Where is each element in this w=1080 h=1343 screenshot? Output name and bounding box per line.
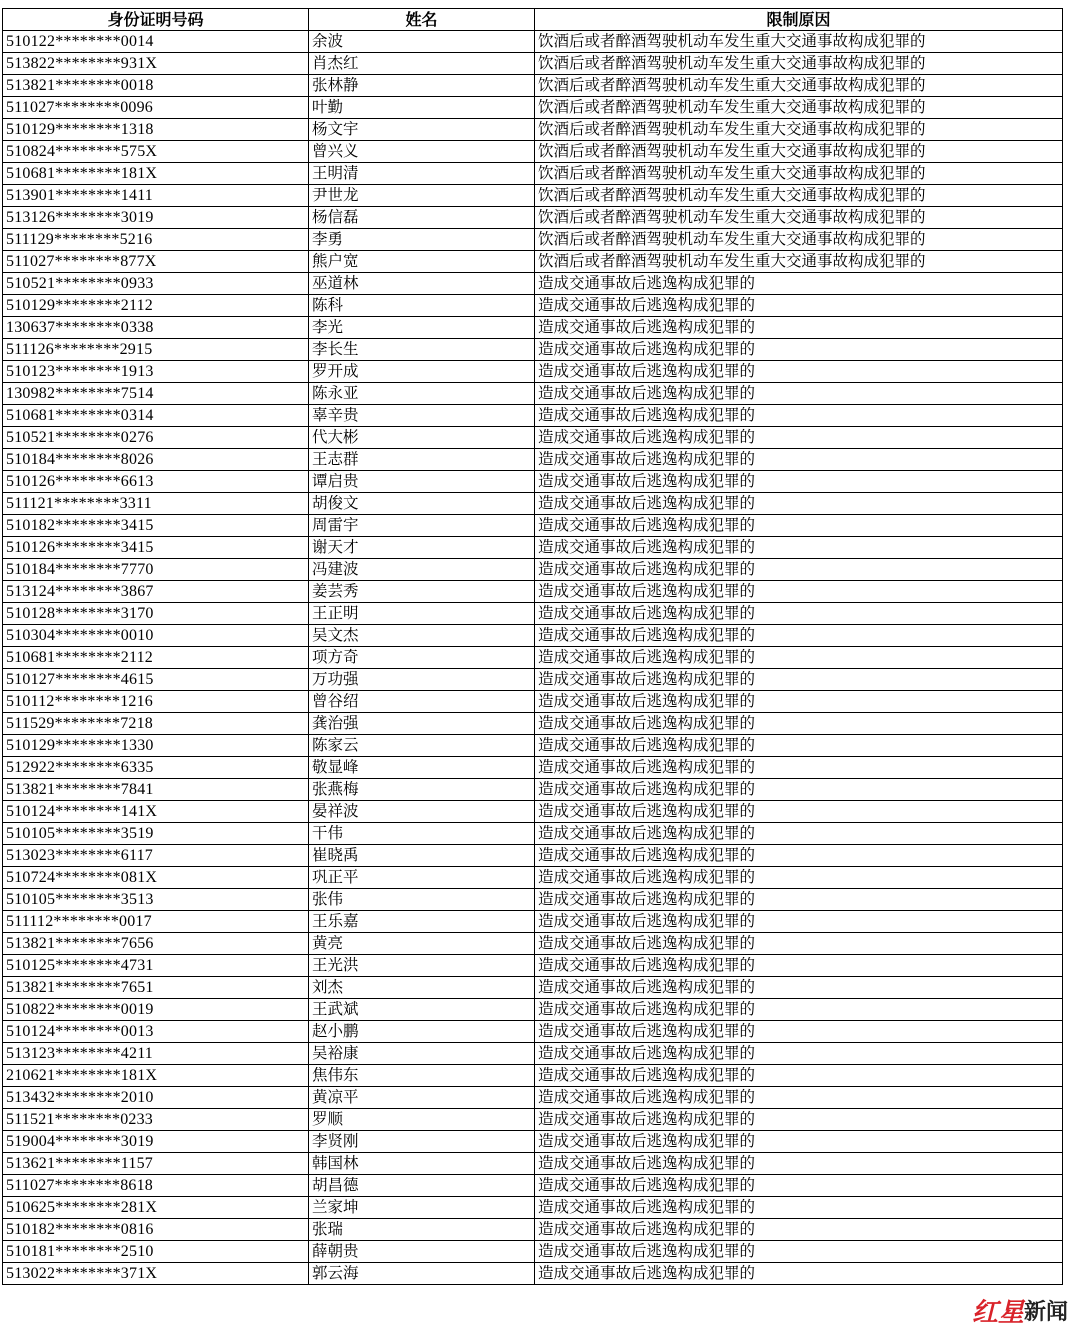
name-cell: 王明清 [309, 163, 535, 185]
reason-cell: 饮酒后或者醉酒驾驶机动车发生重大交通事故构成犯罪的 [535, 163, 1063, 185]
id-number-cell: 519004********3019 [3, 1131, 309, 1153]
name-cell: 巩正平 [309, 867, 535, 889]
id-number-cell: 510724********081X [3, 867, 309, 889]
id-number-cell: 130637********0338 [3, 317, 309, 339]
id-number-cell: 510123********1913 [3, 361, 309, 383]
table-row [3, 1021, 1063, 1043]
reason-cell: 造成交通事故后逃逸构成犯罪的 [535, 1065, 1063, 1087]
reason-cell: 造成交通事故后逃逸构成犯罪的 [535, 867, 1063, 889]
id-number-cell: 510125********4731 [3, 955, 309, 977]
table-row [3, 163, 1063, 185]
id-number-cell: 510681********0314 [3, 405, 309, 427]
name-cell: 周雷宇 [309, 515, 535, 537]
table-row [3, 1197, 1063, 1219]
reason-cell: 饮酒后或者醉酒驾驶机动车发生重大交通事故构成犯罪的 [535, 53, 1063, 75]
reason-cell: 造成交通事故后逃逸构成犯罪的 [535, 889, 1063, 911]
id-number-cell: 510122********0014 [3, 31, 309, 53]
name-cell: 尹世龙 [309, 185, 535, 207]
table-row [3, 1175, 1063, 1197]
table-row [3, 273, 1063, 295]
name-cell: 熊户宽 [309, 251, 535, 273]
table-row [3, 229, 1063, 251]
name-cell: 冯建波 [309, 559, 535, 581]
id-number-cell: 513124********3867 [3, 581, 309, 603]
name-cell: 张瑞 [309, 1219, 535, 1241]
id-number-cell: 510182********3415 [3, 515, 309, 537]
id-number-cell: 513821********7651 [3, 977, 309, 999]
reason-cell: 造成交通事故后逃逸构成犯罪的 [535, 405, 1063, 427]
reason-cell: 饮酒后或者醉酒驾驶机动车发生重大交通事故构成犯罪的 [535, 207, 1063, 229]
table-row [3, 867, 1063, 889]
name-cell: 李长生 [309, 339, 535, 361]
table-row [3, 427, 1063, 449]
name-cell: 干伟 [309, 823, 535, 845]
name-cell: 王武斌 [309, 999, 535, 1021]
table-row [3, 889, 1063, 911]
table-row [3, 317, 1063, 339]
id-number-cell: 511121********3311 [3, 493, 309, 515]
table-row [3, 1219, 1063, 1241]
name-cell: 万功强 [309, 669, 535, 691]
reason-cell: 造成交通事故后逃逸构成犯罪的 [535, 669, 1063, 691]
name-cell: 焦伟东 [309, 1065, 535, 1087]
reason-cell: 饮酒后或者醉酒驾驶机动车发生重大交通事故构成犯罪的 [535, 119, 1063, 141]
reason-cell: 造成交通事故后逃逸构成犯罪的 [535, 559, 1063, 581]
reason-cell: 造成交通事故后逃逸构成犯罪的 [535, 383, 1063, 405]
table-row [3, 801, 1063, 823]
name-cell: 姜芸秀 [309, 581, 535, 603]
table-row [3, 141, 1063, 163]
reason-cell: 造成交通事故后逃逸构成犯罪的 [535, 317, 1063, 339]
reason-cell: 造成交通事故后逃逸构成犯罪的 [535, 1241, 1063, 1263]
reason-cell: 造成交通事故后逃逸构成犯罪的 [535, 647, 1063, 669]
id-number-cell: 510129********2112 [3, 295, 309, 317]
reason-cell: 造成交通事故后逃逸构成犯罪的 [535, 361, 1063, 383]
reason-cell: 造成交通事故后逃逸构成犯罪的 [535, 1197, 1063, 1219]
name-cell: 王光洪 [309, 955, 535, 977]
reason-cell: 造成交通事故后逃逸构成犯罪的 [535, 1175, 1063, 1197]
table-row [3, 339, 1063, 361]
id-number-cell: 510181********2510 [3, 1241, 309, 1263]
reason-cell: 造成交通事故后逃逸构成犯罪的 [535, 933, 1063, 955]
table-row [3, 1153, 1063, 1175]
header-reason: 限制原因 [535, 9, 1063, 31]
name-cell: 王志群 [309, 449, 535, 471]
name-cell: 龚治强 [309, 713, 535, 735]
id-number-cell: 511027********877X [3, 251, 309, 273]
table-row [3, 53, 1063, 75]
table-row [3, 603, 1063, 625]
table-row [3, 119, 1063, 141]
table-row [3, 1131, 1063, 1153]
name-cell: 代大彬 [309, 427, 535, 449]
reason-cell: 饮酒后或者醉酒驾驶机动车发生重大交通事故构成犯罪的 [535, 75, 1063, 97]
name-cell: 肖杰红 [309, 53, 535, 75]
reason-cell: 造成交通事故后逃逸构成犯罪的 [535, 1219, 1063, 1241]
name-cell: 晏祥波 [309, 801, 535, 823]
id-number-cell: 513432********2010 [3, 1087, 309, 1109]
id-number-cell: 511129********5216 [3, 229, 309, 251]
name-cell: 余波 [309, 31, 535, 53]
id-number-cell: 510304********0010 [3, 625, 309, 647]
reason-cell: 造成交通事故后逃逸构成犯罪的 [535, 1021, 1063, 1043]
table-row [3, 647, 1063, 669]
id-number-cell: 511529********7218 [3, 713, 309, 735]
table-row [3, 471, 1063, 493]
id-number-cell: 510105********3513 [3, 889, 309, 911]
name-cell: 杨信磊 [309, 207, 535, 229]
id-number-cell: 511027********8618 [3, 1175, 309, 1197]
table-row [3, 735, 1063, 757]
reason-cell: 造成交通事故后逃逸构成犯罪的 [535, 955, 1063, 977]
reason-cell: 饮酒后或者醉酒驾驶机动车发生重大交通事故构成犯罪的 [535, 31, 1063, 53]
name-cell: 崔晓禹 [309, 845, 535, 867]
name-cell: 曾兴义 [309, 141, 535, 163]
name-cell: 黄亮 [309, 933, 535, 955]
table-row [3, 955, 1063, 977]
table-row [3, 383, 1063, 405]
id-number-cell: 510184********8026 [3, 449, 309, 471]
reason-cell: 造成交通事故后逃逸构成犯罪的 [535, 603, 1063, 625]
table-row [3, 757, 1063, 779]
table-row [3, 75, 1063, 97]
reason-cell: 造成交通事故后逃逸构成犯罪的 [535, 1043, 1063, 1065]
reason-cell: 造成交通事故后逃逸构成犯罪的 [535, 779, 1063, 801]
id-number-cell: 510126********3415 [3, 537, 309, 559]
name-cell: 胡俊文 [309, 493, 535, 515]
name-cell: 陈家云 [309, 735, 535, 757]
reason-cell: 造成交通事故后逃逸构成犯罪的 [535, 999, 1063, 1021]
reason-cell: 造成交通事故后逃逸构成犯罪的 [535, 581, 1063, 603]
name-cell: 罗开成 [309, 361, 535, 383]
id-number-cell: 510112********1216 [3, 691, 309, 713]
reason-cell: 饮酒后或者醉酒驾驶机动车发生重大交通事故构成犯罪的 [535, 229, 1063, 251]
name-cell: 曾谷绍 [309, 691, 535, 713]
reason-cell: 造成交通事故后逃逸构成犯罪的 [535, 1263, 1063, 1285]
table-row [3, 1109, 1063, 1131]
reason-cell: 造成交通事故后逃逸构成犯罪的 [535, 625, 1063, 647]
id-number-cell: 510625********281X [3, 1197, 309, 1219]
table-row [3, 295, 1063, 317]
id-number-cell: 510124********141X [3, 801, 309, 823]
name-cell: 张林静 [309, 75, 535, 97]
table-row [3, 185, 1063, 207]
id-number-cell: 511112********0017 [3, 911, 309, 933]
reason-cell: 造成交通事故后逃逸构成犯罪的 [535, 427, 1063, 449]
name-cell: 杨文宇 [309, 119, 535, 141]
id-number-cell: 513821********7841 [3, 779, 309, 801]
name-cell: 胡昌德 [309, 1175, 535, 1197]
name-cell: 郭云海 [309, 1263, 535, 1285]
reason-cell: 造成交通事故后逃逸构成犯罪的 [535, 911, 1063, 933]
reason-cell: 造成交通事故后逃逸构成犯罪的 [535, 449, 1063, 471]
id-number-cell: 510126********6613 [3, 471, 309, 493]
table-row [3, 559, 1063, 581]
id-number-cell: 510521********0933 [3, 273, 309, 295]
id-number-cell: 510822********0019 [3, 999, 309, 1021]
name-cell: 项方奇 [309, 647, 535, 669]
reason-cell: 造成交通事故后逃逸构成犯罪的 [535, 1109, 1063, 1131]
name-cell: 辜辛贵 [309, 405, 535, 427]
table-row [3, 1263, 1063, 1285]
table-row [3, 581, 1063, 603]
restriction-table [2, 8, 1063, 1285]
reason-cell: 造成交通事故后逃逸构成犯罪的 [535, 1153, 1063, 1175]
table-row [3, 845, 1063, 867]
id-number-cell: 510128********3170 [3, 603, 309, 625]
reason-cell: 造成交通事故后逃逸构成犯罪的 [535, 1131, 1063, 1153]
reason-cell: 造成交通事故后逃逸构成犯罪的 [535, 515, 1063, 537]
name-cell: 赵小鹏 [309, 1021, 535, 1043]
table-row [3, 207, 1063, 229]
table-row [3, 361, 1063, 383]
name-cell: 张燕梅 [309, 779, 535, 801]
name-cell: 谭启贵 [309, 471, 535, 493]
id-number-cell: 511126********2915 [3, 339, 309, 361]
id-number-cell: 510124********0013 [3, 1021, 309, 1043]
name-cell: 吴文杰 [309, 625, 535, 647]
id-number-cell: 510521********0276 [3, 427, 309, 449]
id-number-cell: 513821********7656 [3, 933, 309, 955]
reason-cell: 造成交通事故后逃逸构成犯罪的 [535, 823, 1063, 845]
id-number-cell: 510681********2112 [3, 647, 309, 669]
table-row [3, 1087, 1063, 1109]
table-row [3, 31, 1063, 53]
name-cell: 王正明 [309, 603, 535, 625]
name-cell: 张伟 [309, 889, 535, 911]
reason-cell: 造成交通事故后逃逸构成犯罪的 [535, 757, 1063, 779]
id-number-cell: 511027********0096 [3, 97, 309, 119]
id-number-cell: 513901********1411 [3, 185, 309, 207]
name-cell: 李勇 [309, 229, 535, 251]
id-number-cell: 511521********0233 [3, 1109, 309, 1131]
reason-cell: 造成交通事故后逃逸构成犯罪的 [535, 801, 1063, 823]
reason-cell: 饮酒后或者醉酒驾驶机动车发生重大交通事故构成犯罪的 [535, 251, 1063, 273]
id-number-cell: 513123********4211 [3, 1043, 309, 1065]
header-id-number: 身份证明号码 [3, 9, 309, 31]
table-row [3, 779, 1063, 801]
id-number-cell: 510105********3519 [3, 823, 309, 845]
table-row [3, 449, 1063, 471]
name-cell: 陈科 [309, 295, 535, 317]
id-number-cell: 512922********6335 [3, 757, 309, 779]
reason-cell: 饮酒后或者醉酒驾驶机动车发生重大交通事故构成犯罪的 [535, 185, 1063, 207]
id-number-cell: 510184********7770 [3, 559, 309, 581]
name-cell: 薛朝贵 [309, 1241, 535, 1263]
table-body [3, 31, 1063, 1285]
name-cell: 叶勤 [309, 97, 535, 119]
id-number-cell: 510127********4615 [3, 669, 309, 691]
name-cell: 谢天才 [309, 537, 535, 559]
table-row [3, 977, 1063, 999]
table-row [3, 911, 1063, 933]
table-row [3, 97, 1063, 119]
id-number-cell: 130982********7514 [3, 383, 309, 405]
table-row [3, 515, 1063, 537]
name-cell: 韩国林 [309, 1153, 535, 1175]
id-number-cell: 513022********371X [3, 1263, 309, 1285]
reason-cell: 饮酒后或者醉酒驾驶机动车发生重大交通事故构成犯罪的 [535, 97, 1063, 119]
table-row [3, 1241, 1063, 1263]
name-cell: 黄凉平 [309, 1087, 535, 1109]
id-number-cell: 210621********181X [3, 1065, 309, 1087]
reason-cell: 造成交通事故后逃逸构成犯罪的 [535, 735, 1063, 757]
name-cell: 王乐嘉 [309, 911, 535, 933]
name-cell: 敬显峰 [309, 757, 535, 779]
id-number-cell: 510182********0816 [3, 1219, 309, 1241]
id-number-cell: 513023********6117 [3, 845, 309, 867]
id-number-cell: 510129********1330 [3, 735, 309, 757]
reason-cell: 造成交通事故后逃逸构成犯罪的 [535, 295, 1063, 317]
table-row [3, 493, 1063, 515]
name-cell: 兰家坤 [309, 1197, 535, 1219]
table-row [3, 1043, 1063, 1065]
id-number-cell: 510129********1318 [3, 119, 309, 141]
reason-cell: 造成交通事故后逃逸构成犯罪的 [535, 691, 1063, 713]
name-cell: 陈永亚 [309, 383, 535, 405]
name-cell: 刘杰 [309, 977, 535, 999]
reason-cell: 造成交通事故后逃逸构成犯罪的 [535, 713, 1063, 735]
id-number-cell: 513126********3019 [3, 207, 309, 229]
id-number-cell: 510681********181X [3, 163, 309, 185]
id-number-cell: 513621********1157 [3, 1153, 309, 1175]
header-name: 姓名 [309, 9, 535, 31]
table-row [3, 251, 1063, 273]
reason-cell: 饮酒后或者醉酒驾驶机动车发生重大交通事故构成犯罪的 [535, 141, 1063, 163]
table-row [3, 823, 1063, 845]
table-row [3, 713, 1063, 735]
table-row [3, 669, 1063, 691]
table-row [3, 933, 1063, 955]
reason-cell: 造成交通事故后逃逸构成犯罪的 [535, 1087, 1063, 1109]
table-row [3, 999, 1063, 1021]
reason-cell: 造成交通事故后逃逸构成犯罪的 [535, 273, 1063, 295]
reason-cell: 造成交通事故后逃逸构成犯罪的 [535, 977, 1063, 999]
watermark-logo [972, 1292, 1068, 1329]
table-header [3, 9, 1063, 31]
reason-cell: 造成交通事故后逃逸构成犯罪的 [535, 493, 1063, 515]
id-number-cell: 513821********0018 [3, 75, 309, 97]
table-row [3, 405, 1063, 427]
reason-cell: 造成交通事故后逃逸构成犯罪的 [535, 537, 1063, 559]
watermark-brand-black: 新闻 [1023, 1299, 1068, 1325]
reason-cell: 造成交通事故后逃逸构成犯罪的 [535, 471, 1063, 493]
table-row [3, 537, 1063, 559]
id-number-cell: 510824********575X [3, 141, 309, 163]
name-cell: 罗顺 [309, 1109, 535, 1131]
reason-cell: 造成交通事故后逃逸构成犯罪的 [535, 845, 1063, 867]
watermark-brand-red: 红星 [971, 1298, 1024, 1328]
name-cell: 巫道林 [309, 273, 535, 295]
header-row [3, 9, 1063, 31]
name-cell: 李光 [309, 317, 535, 339]
name-cell: 李贤刚 [309, 1131, 535, 1153]
reason-cell: 造成交通事故后逃逸构成犯罪的 [535, 339, 1063, 361]
id-number-cell: 513822********931X [3, 53, 309, 75]
table-row [3, 625, 1063, 647]
table-row [3, 1065, 1063, 1087]
name-cell: 吴裕康 [309, 1043, 535, 1065]
table-row [3, 691, 1063, 713]
